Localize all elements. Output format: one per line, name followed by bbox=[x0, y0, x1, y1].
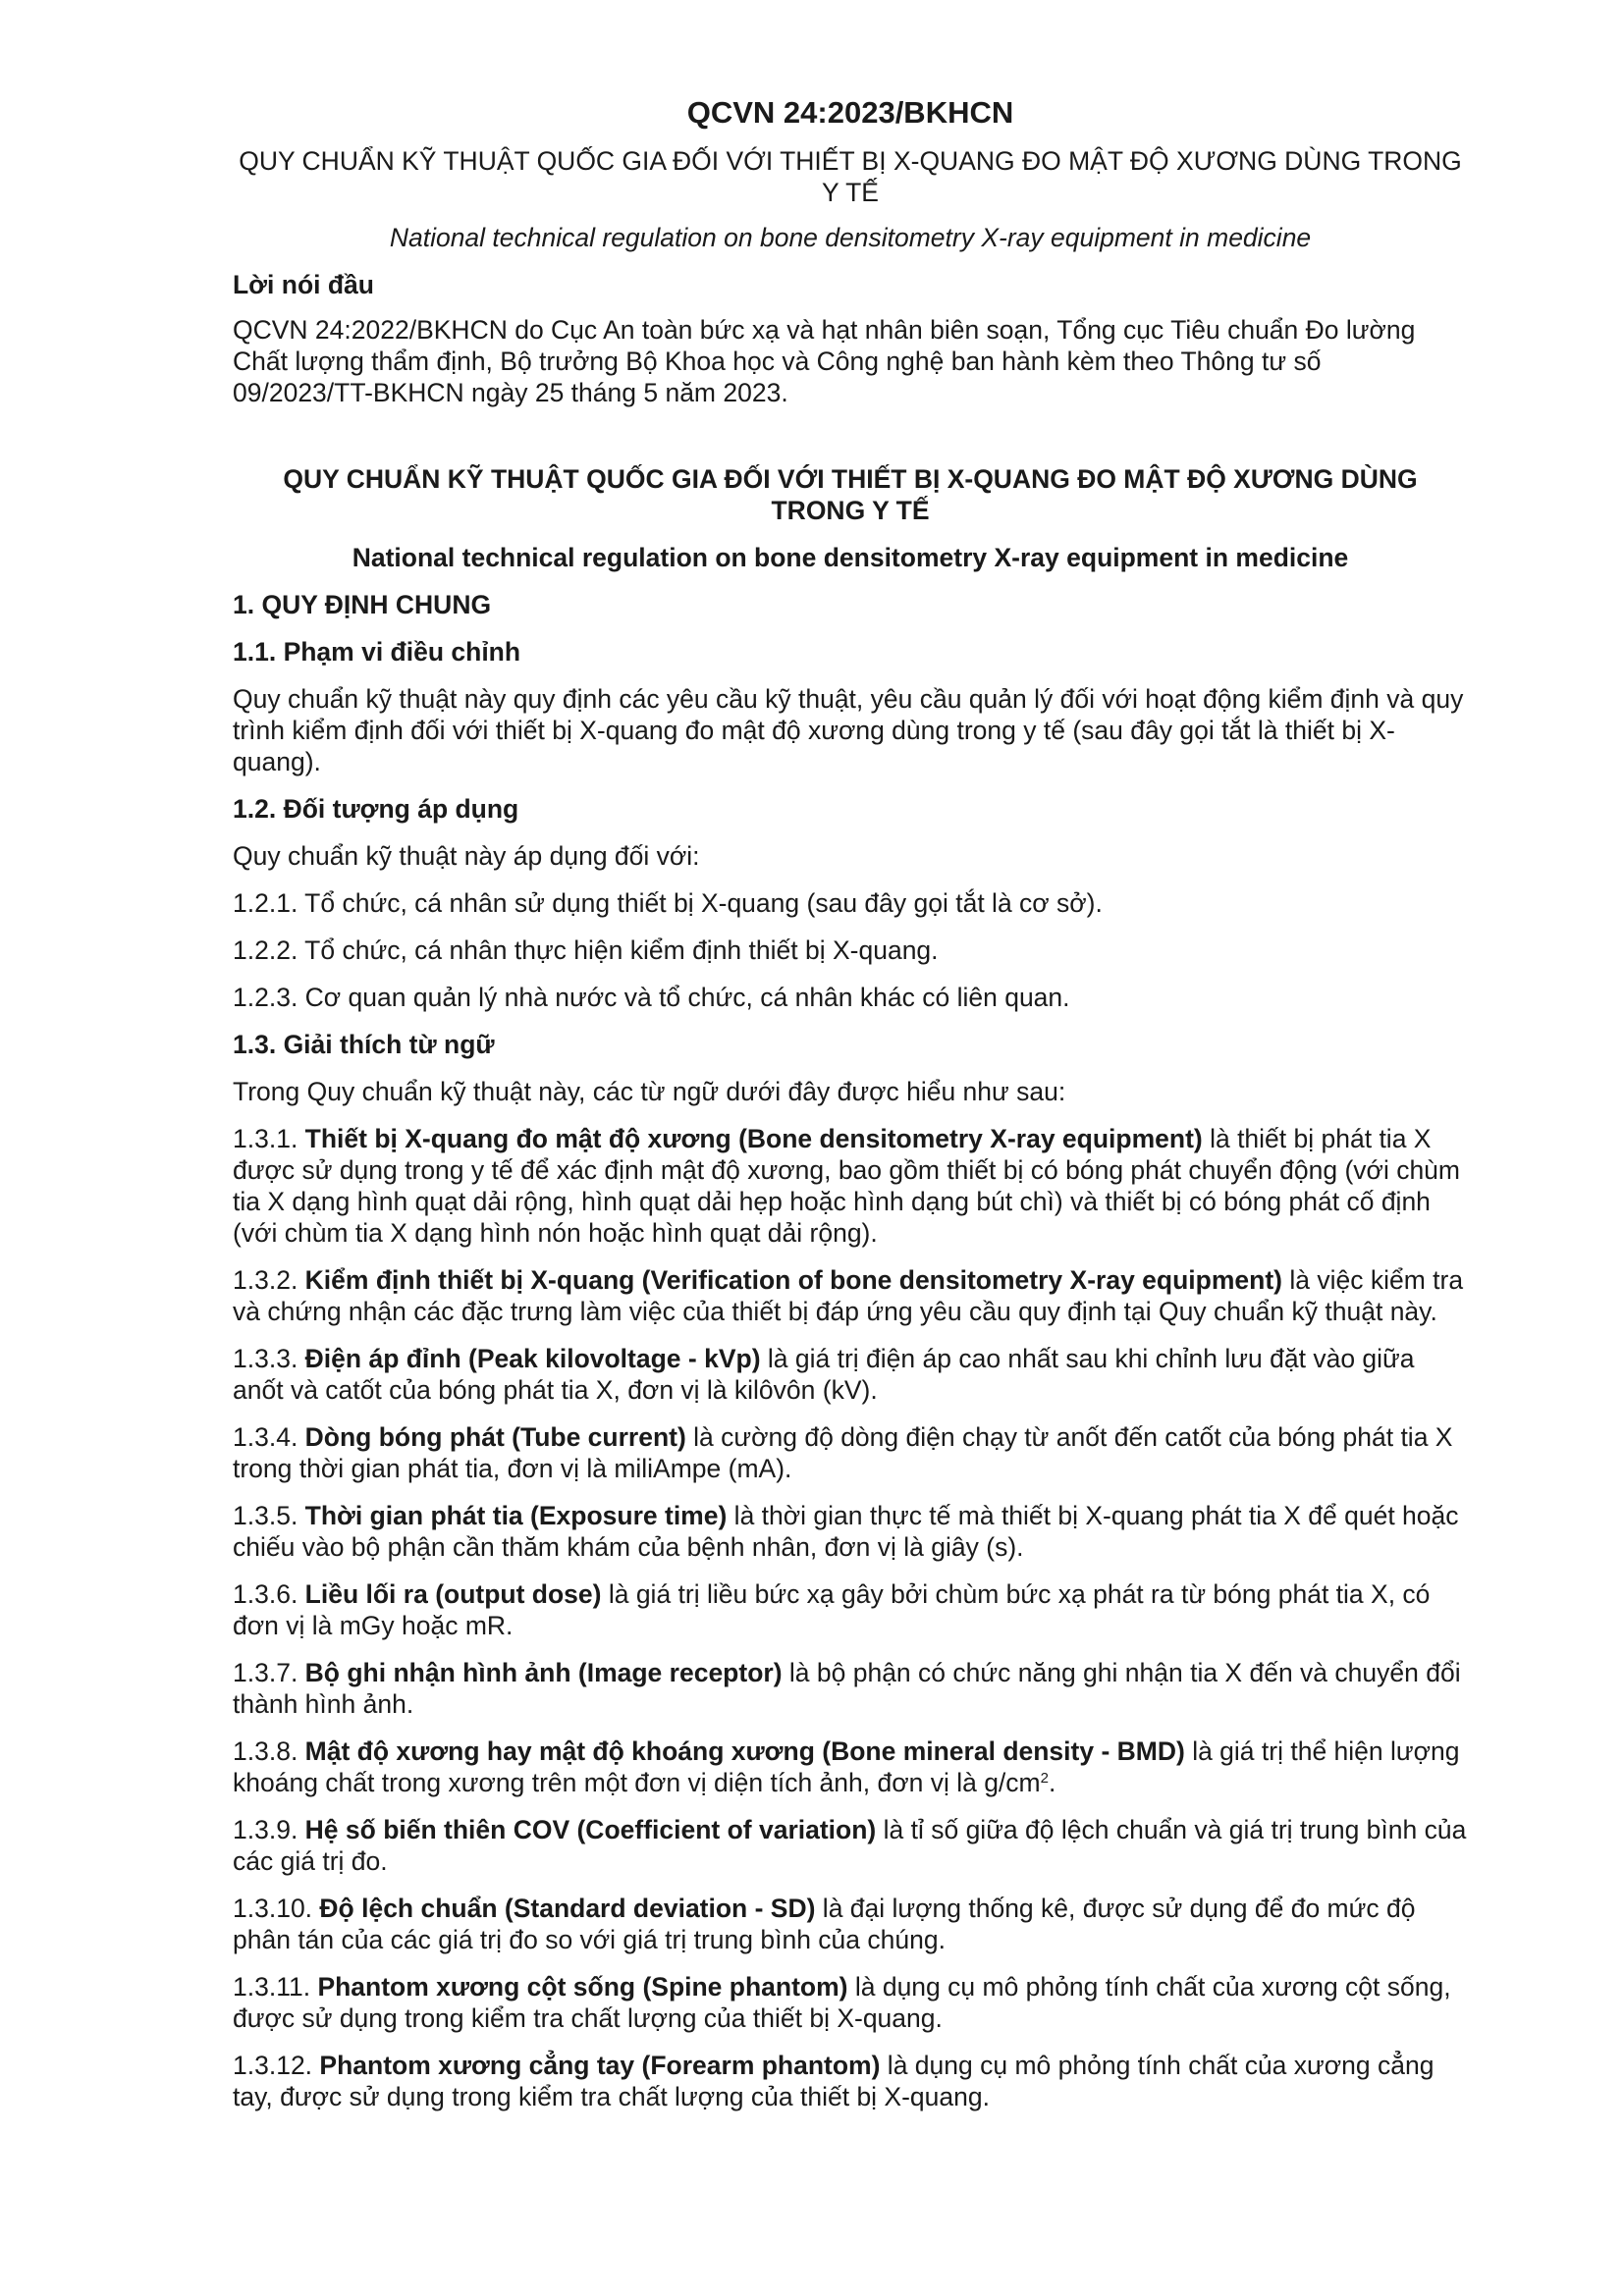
preface-body: QCVN 24:2022/BKHCN do Cục An toàn bức xạ và hạt nhân biên soạn, Tổng cục Tiêu chuẩn Đo lường Chất lượng thẩm định, Bộ trưởng Bộ Khoa học và Công nghệ ban hành kèm theo Thông tư số 09/2023/TT-BKHCN ngày 25 tháng 5 năm 2023. bbox=[233, 315, 1416, 407]
term-name: Dòng bóng phát (Tube current) bbox=[304, 1422, 686, 1452]
term-1-3-9 bbox=[233, 1814, 1468, 1877]
term-definition: là cường độ dòng điện chạy từ anốt đến catốt của bóng phát tia X trong thời gian phát tia, đơn vị là miliAmpe (mA). bbox=[233, 1422, 1453, 1483]
term-definition-tail: . bbox=[1048, 1768, 1056, 1797]
term-definition: là dụng cụ mô phỏng tính chất của xương cột sống, được sử dụng trong kiểm tra chất lượng của thiết bị X-quang. bbox=[233, 1972, 1451, 2033]
section-1-1-heading: 1.1. Phạm vi điều chỉnh bbox=[233, 637, 521, 667]
section-1-2-intro: Quy chuẩn kỹ thuật này áp dụng đối với: bbox=[233, 841, 700, 871]
term-name: Phantom xương cột sống (Spine phantom) bbox=[317, 1972, 848, 2002]
term-name: Liều lối ra (output dose) bbox=[304, 1579, 602, 1609]
term-name: Kiểm định thiết bị X-quang (Verification of bone densitometry X-ray equipment) bbox=[304, 1265, 1282, 1295]
term-number: 1.3.11. bbox=[233, 1972, 318, 2002]
term-number: 1.3.8. bbox=[233, 1736, 305, 1766]
section-1-2-2: 1.2.2. Tổ chức, cá nhân thực hiện kiểm định thiết bị X-quang. bbox=[233, 935, 939, 965]
term-name: Điện áp đỉnh (Peak kilovoltage - kVp) bbox=[304, 1344, 761, 1373]
term-definition: là đại lượng thống kê, được sử dụng để đo mức độ phân tán của các giá trị đo so với giá trị trung bình của chúng. bbox=[233, 1894, 1416, 1954]
term-number: 1.3.2. bbox=[233, 1265, 305, 1295]
term-definition: là dụng cụ mô phỏng tính chất của xương cẳng tay, được sử dụng trong kiểm tra chất lượng của thiết bị X-quang. bbox=[233, 2051, 1435, 2111]
section-1-2-3: 1.2.3. Cơ quan quản lý nhà nước và tổ chức, cá nhân khác có liên quan. bbox=[233, 983, 1070, 1012]
term-number: 1.3.10. bbox=[233, 1894, 320, 1923]
term-name: Thời gian phát tia (Exposure time) bbox=[304, 1501, 728, 1530]
term-name: Mật độ xương hay mật độ khoáng xương (Bone mineral density - BMD) bbox=[304, 1736, 1185, 1766]
term-name: Độ lệch chuẩn (Standard deviation - SD) bbox=[319, 1894, 816, 1923]
term-1-3-12 bbox=[233, 2050, 1468, 2112]
section-1-3-intro: Trong Quy chuẩn kỹ thuật này, các từ ngữ dưới đây được hiểu như sau: bbox=[233, 1077, 1066, 1106]
term-1-3-6 bbox=[233, 1578, 1468, 1641]
preface-heading: Lời nói đầu bbox=[233, 270, 374, 299]
term-1-3-3 bbox=[233, 1343, 1468, 1406]
term-name: Thiết bị X-quang đo mật độ xương (Bone densitometry X-ray equipment) bbox=[304, 1124, 1203, 1153]
term-1-3-8 bbox=[233, 1735, 1468, 1798]
term-name: Phantom xương cẳng tay (Forearm phantom) bbox=[319, 2051, 881, 2080]
term-1-3-10 bbox=[233, 1893, 1468, 1955]
term-1-3-5 bbox=[233, 1500, 1468, 1563]
term-1-3-1 bbox=[233, 1123, 1468, 1249]
term-definition: là giá trị điện áp cao nhất sau khi chỉnh lưu đặt vào giữa anốt và catốt của bóng phát tia X, đơn vị là kilôvôn (kV). bbox=[233, 1344, 1415, 1405]
term-number: 1.3.6. bbox=[233, 1579, 305, 1609]
section-1-1-body: Quy chuẩn kỹ thuật này quy định các yêu cầu kỹ thuật, yêu cầu quản lý đối với hoạt động kiểm định và quy trình kiểm định đối với thiết bị X-quang đo mật độ xương dùng trong y tế (sau đây gọi tắt là thiết bị X-quang). bbox=[233, 684, 1464, 776]
term-number: 1.3.1. bbox=[233, 1124, 305, 1153]
document-code: QCVN 24:2023/BKHCN bbox=[686, 95, 1014, 130]
section-1-2-1: 1.2.1. Tổ chức, cá nhân sử dụng thiết bị X-quang (sau đây gọi tắt là cơ sở). bbox=[233, 888, 1103, 918]
term-number: 1.3.9. bbox=[233, 1815, 305, 1844]
term-1-3-7 bbox=[233, 1657, 1468, 1720]
section-1-2-heading: 1.2. Đối tượng áp dụng bbox=[233, 794, 519, 824]
document-title-vi: QUY CHUẨN KỸ THUẬT QUỐC GIA ĐỐI VỚI THIẾT BỊ X-QUANG ĐO MẬT ĐỘ XƯƠNG DÙNG TRONG Y TẾ bbox=[239, 146, 1462, 207]
term-definition: là việc kiểm tra và chứng nhận các đặc trưng làm việc của thiết bị đáp ứng yêu cầu quy định tại Quy chuẩn kỹ thuật này. bbox=[233, 1265, 1464, 1326]
page-content bbox=[233, 94, 1468, 2112]
term-definition: là bộ phận có chức năng ghi nhận tia X đến và chuyển đổi thành hình ảnh. bbox=[233, 1658, 1461, 1719]
term-1-3-2 bbox=[233, 1264, 1468, 1327]
term-1-3-4 bbox=[233, 1421, 1468, 1484]
term-definition: là thiết bị phát tia X được sử dụng trong y tế để xác định mật độ xương, bao gồm thiết bị có bóng phát chuyển động (với chùm tia X dạng hình quạt dải rộng, hình quạt dải hẹp hoặc hình dạng bút chì) và thiết bị có bóng phát cố định (với chùm tia X dạng hình nón hoặc hình quạt dải rộng). bbox=[233, 1124, 1460, 1248]
section-1-heading: 1. QUY ĐỊNH CHUNG bbox=[233, 590, 492, 619]
term-name: Hệ số biến thiên COV (Coefficient of variation) bbox=[304, 1815, 877, 1844]
main-title-vi: QUY CHUẨN KỸ THUẬT QUỐC GIA ĐỐI VỚI THIẾT BỊ X-QUANG ĐO MẬT ĐỘ XƯƠNG DÙNG TRONG Y TẾ bbox=[283, 464, 1418, 525]
term-number: 1.3.3. bbox=[233, 1344, 305, 1373]
term-number: 1.3.12. bbox=[233, 2051, 320, 2080]
document-title-en: National technical regulation on bone densitometry X-ray equipment in medicine bbox=[389, 223, 1312, 252]
term-number: 1.3.7. bbox=[233, 1658, 305, 1687]
term-definition: là giá trị liều bức xạ gây bởi chùm bức xạ phát ra từ bóng phát tia X, có đơn vị là mGy hoặc mR. bbox=[233, 1579, 1431, 1640]
section-1-3-heading: 1.3. Giải thích từ ngữ bbox=[233, 1030, 495, 1059]
main-title-en: National technical regulation on bone densitometry X-ray equipment in medicine bbox=[352, 543, 1349, 572]
term-number: 1.3.5. bbox=[233, 1501, 305, 1530]
unit-superscript: 2 bbox=[1040, 1770, 1049, 1787]
term-definition: là giá trị thể hiện lượng khoáng chất trong xương trên một đơn vị diện tích ảnh, đơn vị là g/cm bbox=[233, 1736, 1460, 1797]
term-1-3-11 bbox=[233, 1971, 1468, 2034]
term-definition: là tỉ số giữa độ lệch chuẩn và giá trị trung bình của các giá trị đo. bbox=[233, 1815, 1467, 1876]
term-number: 1.3.4. bbox=[233, 1422, 305, 1452]
term-name: Bộ ghi nhận hình ảnh (Image receptor) bbox=[304, 1658, 783, 1687]
term-definition: là thời gian thực tế mà thiết bị X-quang phát tia X để quét hoặc chiếu vào bộ phận cần thăm khám của bệnh nhân, đơn vị là giây (s). bbox=[233, 1501, 1459, 1562]
